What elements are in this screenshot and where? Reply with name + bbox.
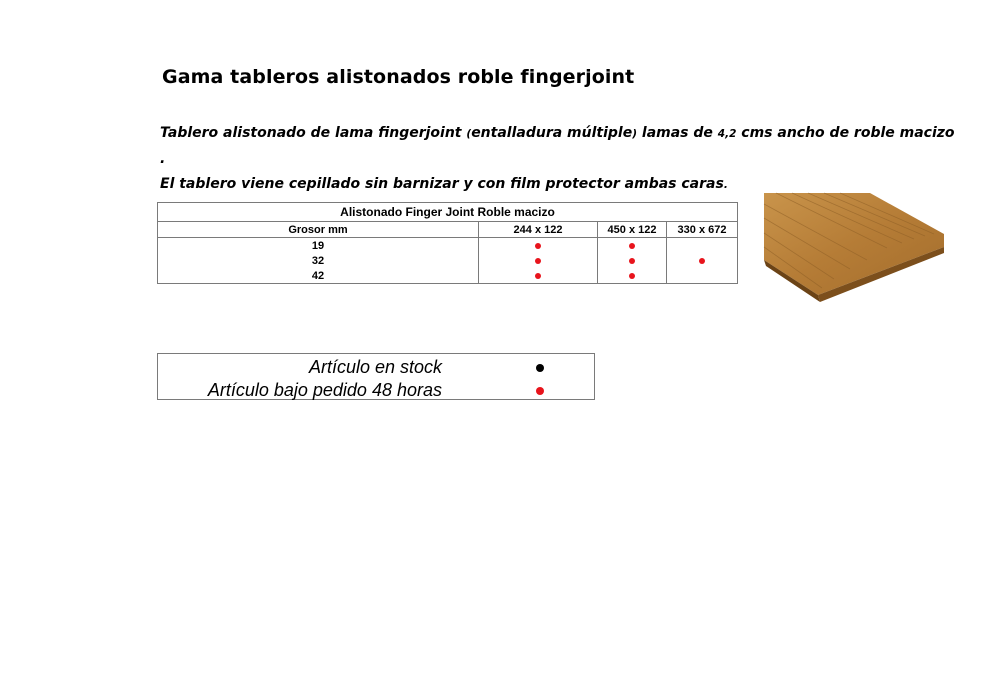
availability-dot <box>629 273 635 279</box>
table-row <box>158 268 738 284</box>
table-row <box>158 253 738 268</box>
availability-dot <box>535 243 541 249</box>
column-header-thickness: Grosor mm <box>158 222 479 238</box>
desc-text: El tablero viene cepillado sin barnizar y con film protector ambas caras <box>160 176 724 192</box>
column-header-330x672: 330 x 672 <box>667 222 738 238</box>
availability-cell <box>598 253 667 268</box>
availability-dot <box>629 258 635 264</box>
spec-table-title: Alistonado Finger Joint Roble macizo <box>158 203 738 222</box>
legend-label-order: Artículo bajo pedido 48 horas <box>207 380 442 400</box>
thickness-cell: 32 <box>158 253 479 268</box>
availability-cell <box>479 238 598 254</box>
availability-cell <box>598 268 667 284</box>
desc-paren-open: ( <box>466 128 472 140</box>
availability-cell <box>667 268 738 284</box>
description <box>160 121 960 198</box>
desc-width-value: 4,2 <box>717 128 737 140</box>
availability-cell <box>479 253 598 268</box>
legend-row-order <box>158 379 594 401</box>
availability-dot <box>629 243 635 249</box>
desc-text: Tablero alistonado de lama fingerjoint <box>160 125 467 141</box>
page-title: Gama tableros alistonados roble fingerjoint <box>162 66 635 88</box>
column-header-244x122: 244 x 122 <box>479 222 598 238</box>
thickness-cell: 42 <box>158 268 479 284</box>
stock-dot <box>536 364 544 372</box>
desc-paren-close: ) <box>632 128 638 140</box>
legend-label-stock: Artículo en stock <box>308 357 442 377</box>
table-row <box>158 238 738 254</box>
oak-board-icon <box>762 190 950 308</box>
spec-table <box>157 202 738 284</box>
thickness-cell: 19 <box>158 238 479 254</box>
column-header-450x122: 450 x 122 <box>598 222 667 238</box>
availability-dot <box>699 258 705 264</box>
desc-period: . <box>723 179 728 191</box>
availability-cell <box>479 268 598 284</box>
availability-cell <box>667 238 738 254</box>
desc-text: cms ancho de roble macizo . <box>160 125 955 167</box>
availability-cell <box>598 238 667 254</box>
availability-dot <box>535 258 541 264</box>
description-line-1 <box>160 121 960 172</box>
availability-cell <box>667 253 738 268</box>
legend-box <box>157 353 595 400</box>
order-dot <box>536 387 544 395</box>
desc-text: lamas de <box>637 125 718 141</box>
legend-row-stock <box>158 356 594 378</box>
availability-dot <box>535 273 541 279</box>
desc-text-paren: entalladura múltiple <box>471 125 633 141</box>
